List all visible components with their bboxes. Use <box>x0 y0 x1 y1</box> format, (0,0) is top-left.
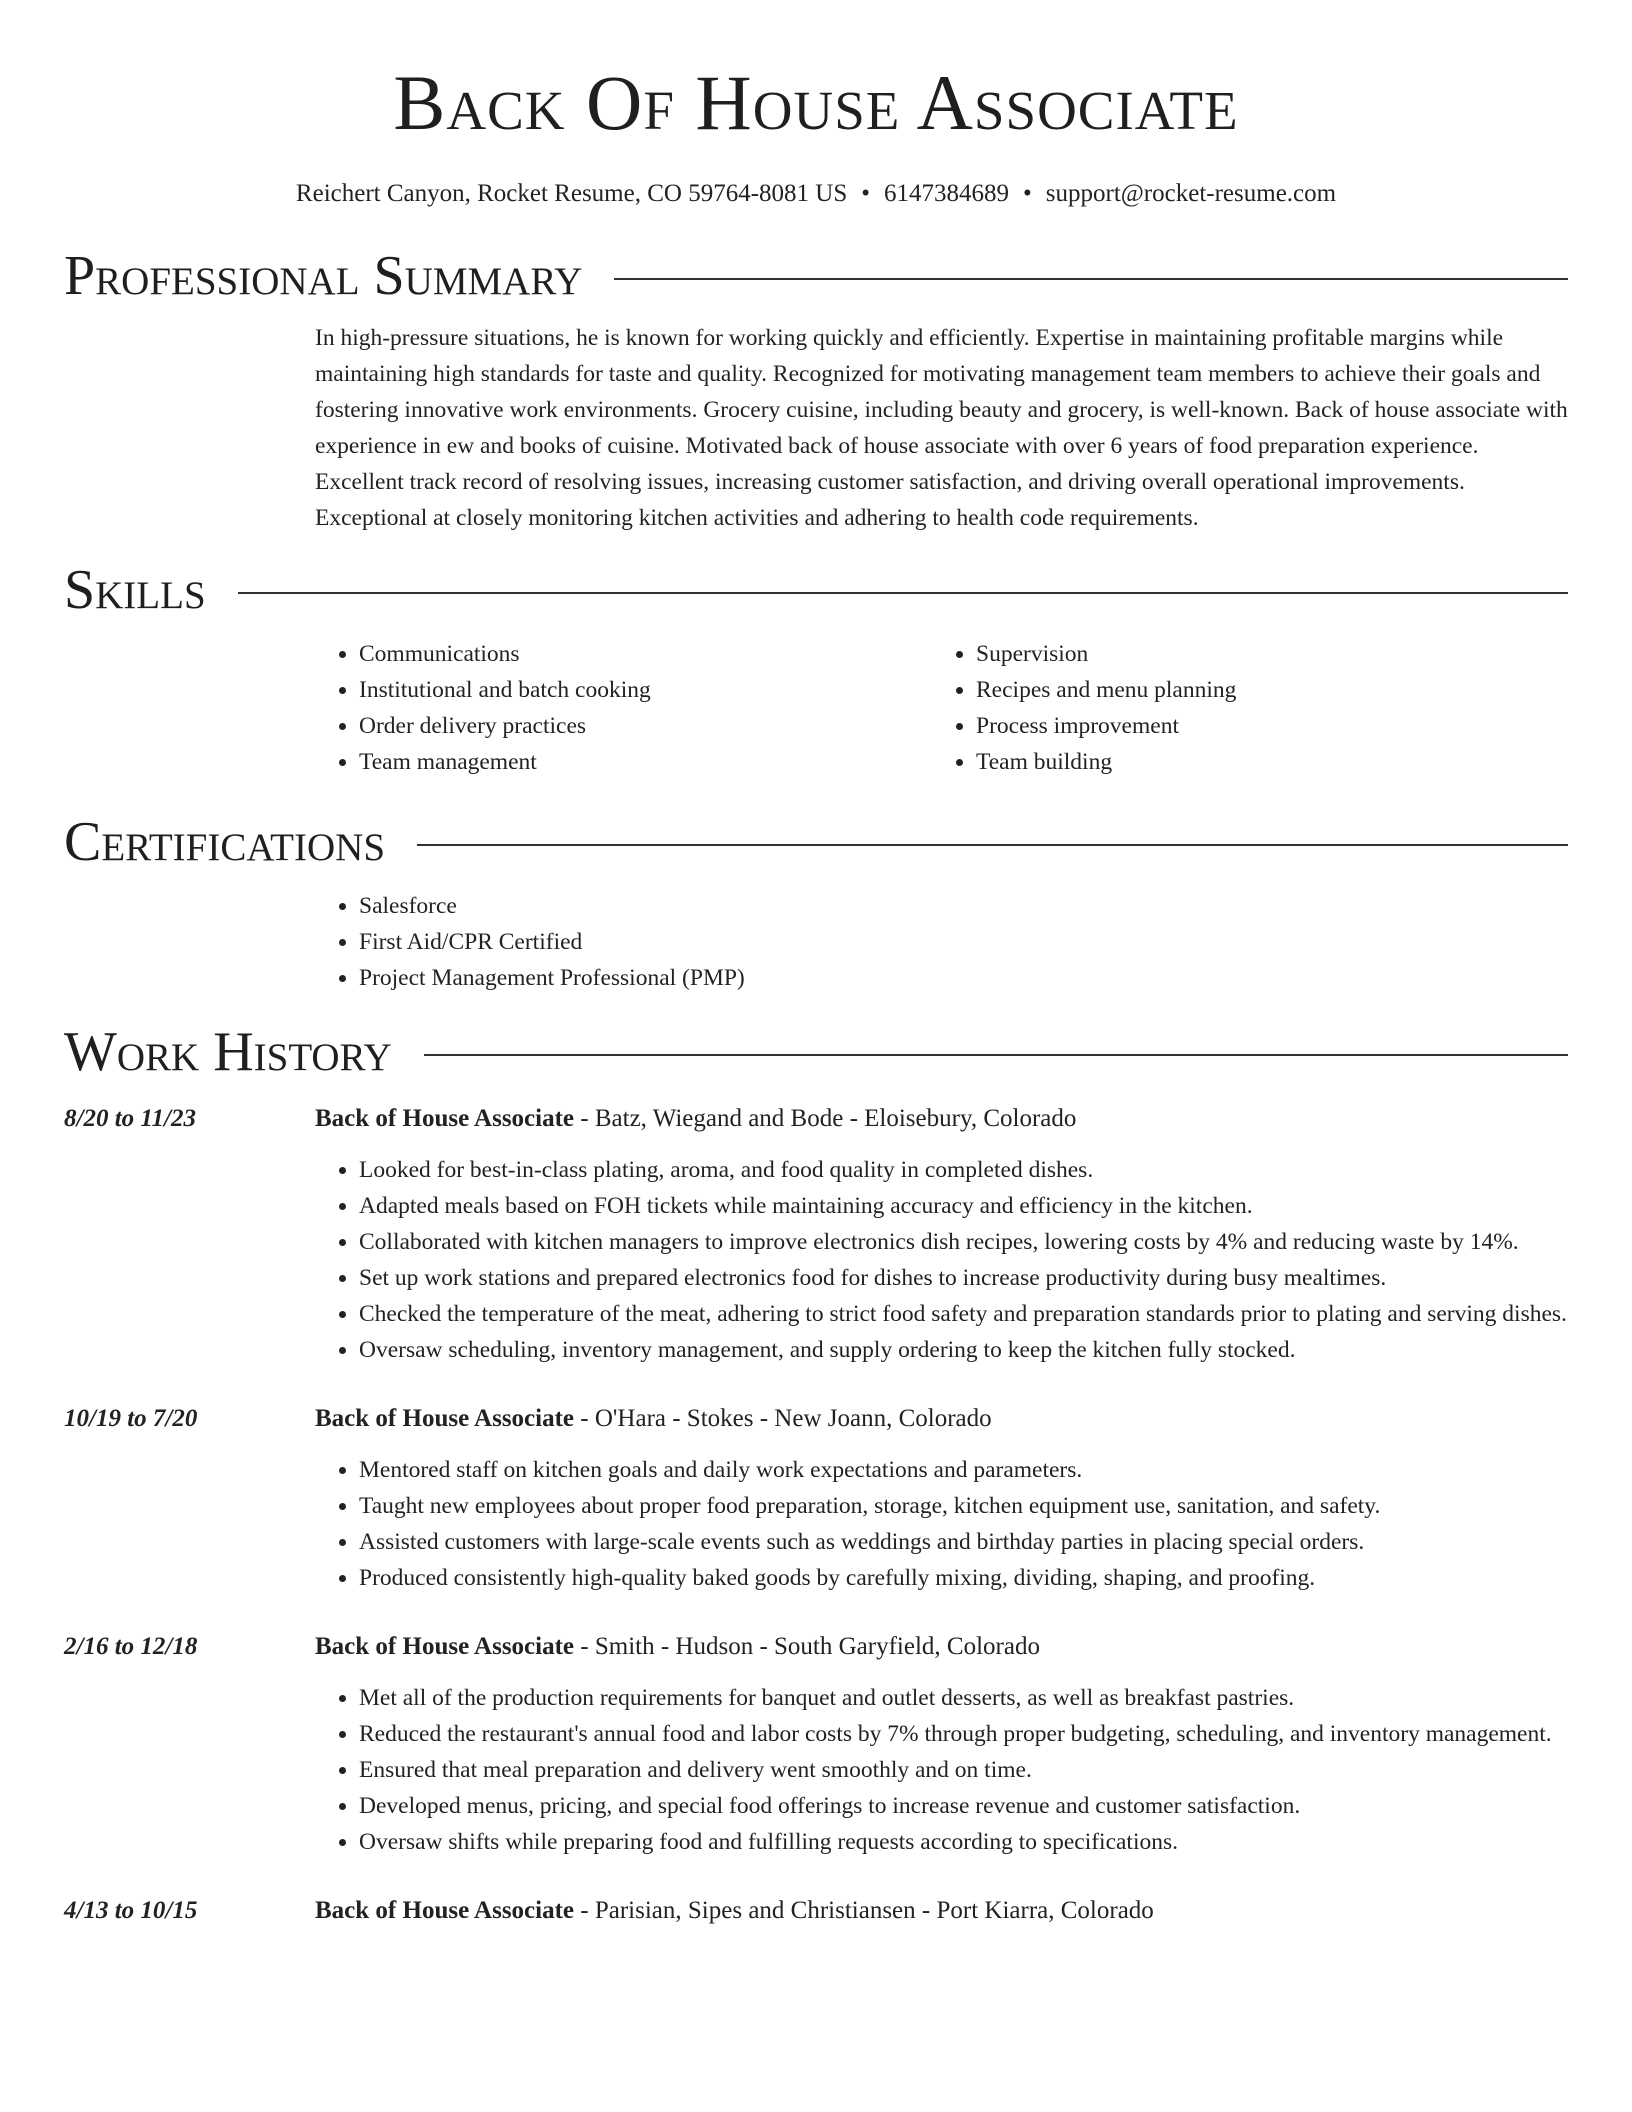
section-heading-work-history <box>64 1020 1568 1084</box>
section-heading-summary <box>64 244 1568 308</box>
job-title-line <box>315 1102 1076 1136</box>
job-employer: - Parisian, Sipes and Christiansen - Port Kiarra, Colorado <box>574 1897 1154 1924</box>
skill-item: • Institutional and batch cooking <box>359 672 932 708</box>
section-heading-skills <box>64 558 1568 622</box>
job-dates: 4/13 to 10/15 <box>64 1897 198 1924</box>
certification-item: • Salesforce <box>359 888 1568 924</box>
skill-item: • Supervision <box>976 636 1549 672</box>
section-divider <box>614 278 1568 280</box>
resume-page <box>64 0 1568 1928</box>
contact-line <box>64 178 1568 210</box>
job-bullets <box>315 1680 1568 1860</box>
job-entry <box>64 1630 1568 1860</box>
contact-email: support@rocket-resume.com <box>1045 180 1337 207</box>
job-bullet: • Developed menus, pricing, and special food offerings to increase revenue and customer satisfaction. <box>359 1788 1568 1824</box>
job-bullet: • Oversaw scheduling, inventory management, and supply ordering to keep the kitchen fully stocked. <box>359 1332 1568 1368</box>
job-bullet: • Ensured that meal preparation and delivery went smoothly and on time. <box>359 1752 1568 1788</box>
job-bullet: • Oversaw shifts while preparing food and fulfilling requests according to specifications. <box>359 1824 1568 1860</box>
job-title: Back of House Associate <box>315 1105 575 1132</box>
job-bullet: • Collaborated with kitchen managers to improve electronics dish recipes, lowering costs by 4% and reducing waste by 14%. <box>359 1224 1568 1260</box>
skill-item: • Order delivery practices <box>359 708 932 744</box>
job-title: Back of House Associate <box>315 1897 575 1924</box>
job-dates: 10/19 to 7/20 <box>64 1405 198 1432</box>
skill-item: • Process improvement <box>976 708 1549 744</box>
job-bullet: • Set up work stations and prepared electronics food for dishes to increase productivity during busy mealtimes. <box>359 1260 1568 1296</box>
section-heading-text: Professional Summary <box>64 245 583 307</box>
section-heading-text: Skills <box>64 559 206 621</box>
job-bullet: • Met all of the production requirements for banquet and outlet desserts, as well as breakfast pastries. <box>359 1680 1568 1716</box>
certifications-list <box>315 888 1568 996</box>
job-bullet: • Adapted meals based on FOH tickets while maintaining accuracy and efficiency in the kitchen. <box>359 1188 1568 1224</box>
skill-item: • Communications <box>359 636 932 672</box>
skills-column-right <box>932 636 1549 780</box>
section-divider <box>424 1054 1568 1056</box>
section-heading-certifications <box>64 810 1568 874</box>
job-bullet: • Reduced the restaurant's annual food and labor costs by 7% through proper budgeting, scheduling, and inventory management. <box>359 1716 1568 1752</box>
job-entry <box>64 1894 1568 1928</box>
job-entry <box>64 1402 1568 1596</box>
job-bullet: • Checked the temperature of the meat, adhering to strict food safety and preparation standards prior to plating and serving dishes. <box>359 1296 1568 1332</box>
certification-item: • First Aid/CPR Certified <box>359 924 1568 960</box>
contact-separator: • <box>861 180 871 207</box>
job-bullets <box>315 1452 1568 1596</box>
job-title: Back of House Associate <box>315 1633 575 1660</box>
job-employer: - Smith - Hudson - South Garyfield, Colorado <box>574 1633 1040 1660</box>
job-header <box>64 1630 1568 1664</box>
job-dates: 2/16 to 12/18 <box>64 1633 198 1660</box>
skills-list <box>315 636 1568 780</box>
job-bullets <box>315 1152 1568 1368</box>
candidate-name: Back Of House Associate <box>393 59 1239 146</box>
job-title: Back of House Associate <box>315 1405 575 1432</box>
job-bullet: • Mentored staff on kitchen goals and daily work expectations and parameters. <box>359 1452 1568 1488</box>
contact-address: Reichert Canyon, Rocket Resume, CO 59764-8081 US <box>295 180 848 207</box>
section-heading-text: Work History <box>64 1021 392 1083</box>
section-heading-text: Certifications <box>64 811 386 873</box>
contact-phone: 6147384689 <box>884 180 1010 207</box>
job-header <box>64 1402 1568 1436</box>
job-bullet: • Produced consistently high-quality baked goods by carefully mixing, dividing, shaping, and proofing. <box>359 1560 1568 1596</box>
job-employer: - O'Hara - Stokes - New Joann, Colorado <box>574 1405 992 1432</box>
job-header <box>64 1102 1568 1136</box>
skill-item: • Recipes and menu planning <box>976 672 1549 708</box>
summary-text: In high-pressure situations, he is known for working quickly and efficiently. Expertise in maintaining profitable margins while maintaining high standards for taste and quality. Recognized for motivating management team members to achieve their goals and fostering innovative work environments. Grocery cuisine, including beauty and grocery, is well-known. Back of house associate with experience in ew and books of cuisine. Motivated back of house associate with over 6 years of food preparation experience. Excellent track record of resolving issues, increasing customer satisfaction, and driving overall operational improvements. Exceptional at closely monitoring kitchen activities and adhering to health code requirements. <box>315 325 1568 531</box>
job-dates: 8/20 to 11/23 <box>64 1105 196 1132</box>
skill-item: • Team management <box>359 744 932 780</box>
job-employer: - Batz, Wiegand and Bode - Eloisebury, Colorado <box>574 1105 1077 1132</box>
section-divider <box>417 844 1568 846</box>
job-title-line <box>315 1630 1040 1664</box>
job-bullet: • Looked for best-in-class plating, aroma, and food quality in completed dishes. <box>359 1152 1568 1188</box>
job-bullet: • Assisted customers with large-scale events such as weddings and birthday parties in placing special orders. <box>359 1524 1568 1560</box>
skill-item: • Team building <box>976 744 1549 780</box>
contact-separator: • <box>1023 180 1032 207</box>
job-header <box>64 1894 1568 1928</box>
job-title-line <box>315 1402 992 1436</box>
job-title-line <box>315 1894 1154 1928</box>
job-entry <box>64 1102 1568 1368</box>
job-bullet: • Taught new employees about proper food preparation, storage, kitchen equipment use, sanitation, and safety. <box>359 1488 1568 1524</box>
section-divider <box>238 592 1568 594</box>
certification-item: • Project Management Professional (PMP) <box>359 960 1568 996</box>
skills-column-left <box>315 636 932 780</box>
